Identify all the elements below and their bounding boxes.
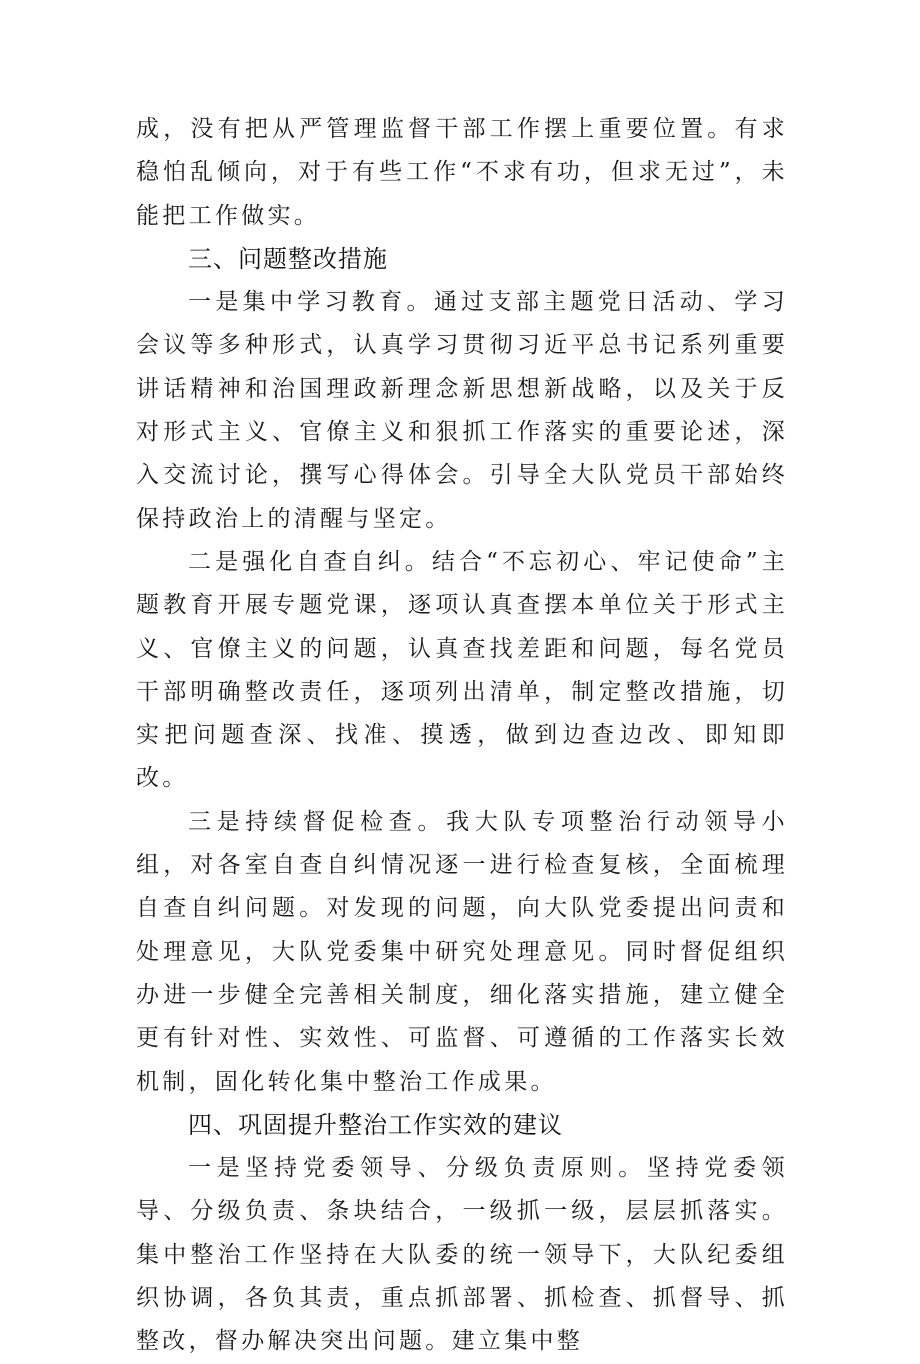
- paragraph-continuation: 成，没有把从严管理监督干部工作摆上重要位置。有求稳怕乱倾向，对于有些工作“不求有功，但求无过”，未能把工作做实。: [136, 116, 788, 229]
- section-heading-consolidation-suggestions: 四、巩固提升整治工作实效的建议: [188, 1110, 563, 1139]
- document-body: [136, 108, 788, 1364]
- paragraph-centralized-study: 一是集中学习教育。通过支部主题党日活动、学习会议等多种形式，认真学习贯彻习近平总书记系列重要讲话精神和治国理政新理念新思想新战略，以及关于反对形式主义、官僚主义和狠抓工作落实的重要论述，深入交流讨论，撰写心得体会。引导全大队党员干部始终保持政治上的清醒与坚定。: [136, 289, 788, 532]
- paragraph-party-leadership: 一是坚持党委领导、分级负责原则。坚持党委领导、分级负责、条块结合，一级抓一级，层层抓落实。集中整治工作坚持在大队委的统一领导下，大队纪委组织协调，各负其责，重点抓部署、抓检查、抓督导、抓整改，督办解决突出问题。建立集中整: [136, 1155, 788, 1355]
- section-heading-rectification-measures: 三、问题整改措施: [188, 244, 388, 273]
- paragraph-self-inspection: 二是强化自查自纠。结合“不忘初心、牢记使命”主题教育开展专题党课，逐项认真查摆本单位关于形式主义、官僚主义的问题，认真查找差距和问题，每名党员干部明确整改责任，逐项列出清单，制定整改措施，切实把问题查深、找准、摸透，做到边查边改、即知即改。: [136, 548, 788, 792]
- paragraph-supervision-check: 三是持续督促检查。我大队专项整治行动领导小组，对各室自查自纠情况逐一进行检查复核，全面梳理自查自纠问题。对发现的问题，向大队党委提出问责和处理意见，大队党委集中研究处理意见。同时督促组织办进一步健全完善相关制度，细化落实措施，建立健全更有针对性、实效性、可监督、可遵循的工作落实长效机制，固化转化集中整治工作成果。: [136, 808, 788, 1095]
